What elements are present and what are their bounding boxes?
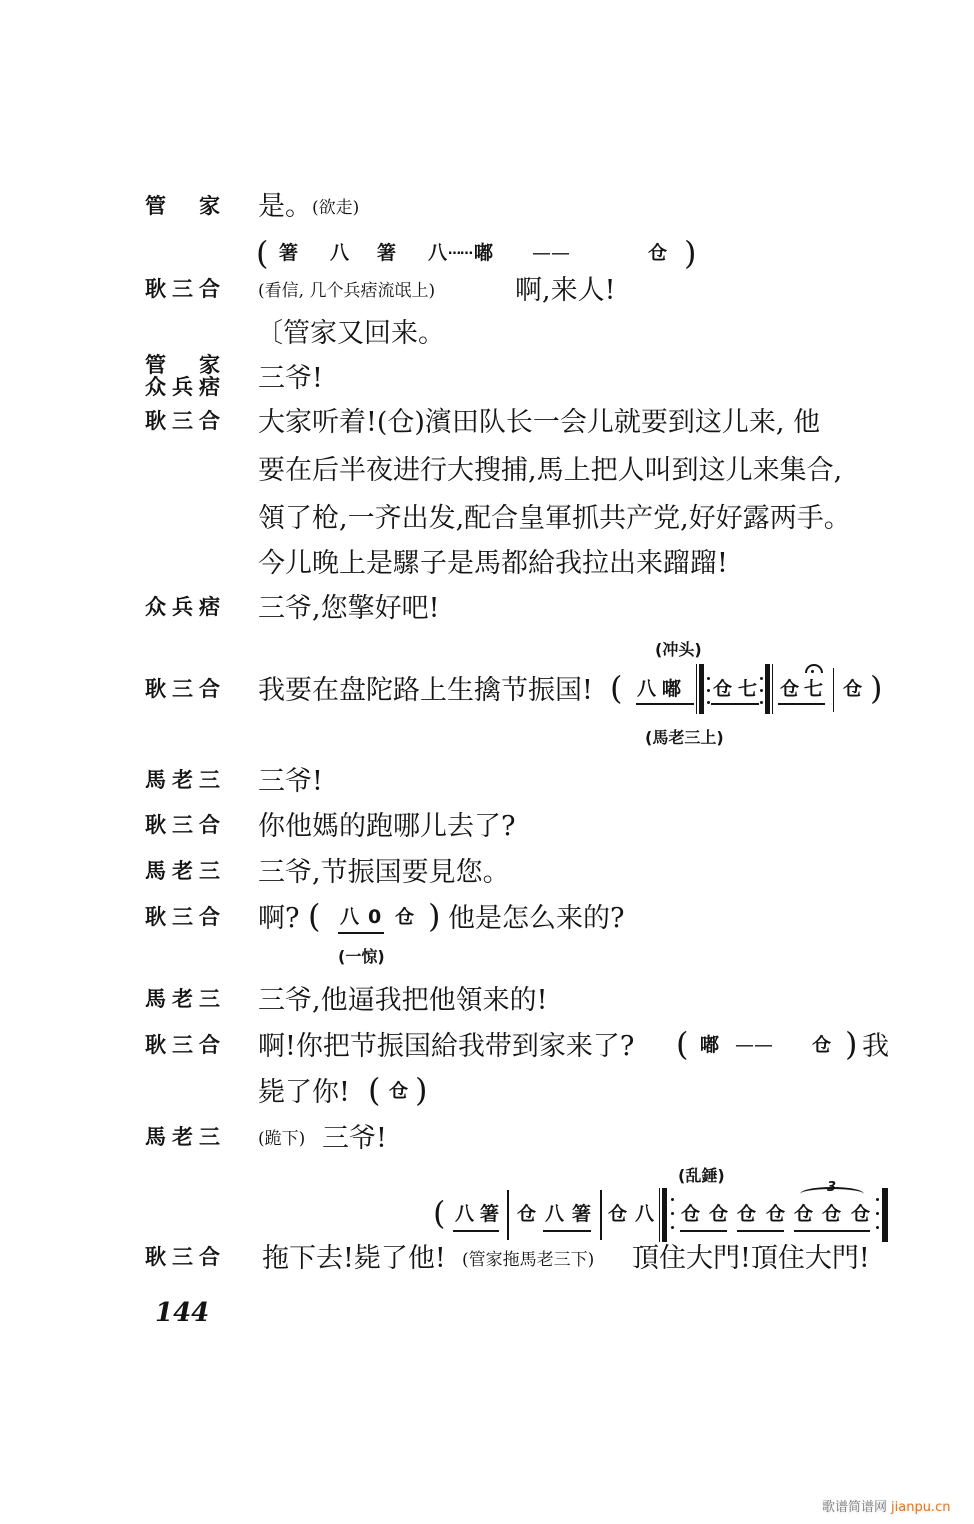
barline: [600, 1190, 602, 1240]
percussion-sustain: ——: [532, 242, 570, 264]
repeat-end-bar: [882, 1188, 888, 1242]
speaker-label: 耿三合: [145, 1245, 226, 1269]
repeat-dot: [671, 1226, 674, 1229]
percussion-note: 仓: [766, 1203, 786, 1225]
speaker-label: 众兵痞: [145, 595, 226, 619]
notation-open-paren: (: [256, 234, 269, 272]
stage-direction: (管家拖馬老三下): [462, 1250, 595, 1270]
beat-underline: [794, 1230, 870, 1232]
percussion-rest: 0: [368, 906, 382, 928]
repeat-dot: [760, 677, 763, 680]
repeat-dot: [707, 677, 710, 680]
percussion-note: 嘟: [662, 678, 682, 700]
percussion-note: 八: [545, 1203, 565, 1225]
repeat-dot: [671, 1198, 674, 1201]
dialogue-text: 領了枪,一齐出发,配合皇軍抓共产党,好好露两手。: [258, 503, 851, 534]
percussion-note: 仓: [812, 1034, 832, 1056]
barline: [833, 668, 834, 712]
watermark-domain: jianpu.cn: [891, 1500, 951, 1515]
notation-open-paren: (: [610, 669, 623, 707]
repeat-dot: [876, 1198, 879, 1201]
percussion-note: 仓: [395, 906, 415, 928]
notation-open-paren: (: [433, 1194, 446, 1232]
repeat-dot: [876, 1212, 879, 1215]
percussion-note: 仓: [822, 1203, 842, 1225]
barline: [772, 664, 773, 714]
percussion-note: 仓: [648, 242, 668, 264]
speaker-label: 馬老三: [145, 859, 226, 883]
beat-underline: [680, 1230, 727, 1232]
notation-close-paren: ): [428, 897, 441, 935]
fermata-dot: [811, 670, 814, 673]
stage-direction: (看信, 几个兵痞流氓上): [258, 281, 436, 301]
dialogue-text: 頂住大門!頂住大門!: [632, 1243, 870, 1274]
percussion-note: 七: [804, 678, 824, 700]
dialogue-text: 是。: [258, 191, 312, 222]
percussion-note: 仓: [780, 678, 800, 700]
percussion-note: 嘟: [700, 1034, 720, 1056]
repeat-dot: [760, 701, 763, 704]
speaker-label: 馬老三: [145, 768, 226, 792]
percussion-note: 仓: [843, 678, 863, 700]
beat-underline: [778, 703, 825, 705]
notation-label: (乱錘): [678, 1166, 725, 1185]
dialogue-text: 毙了你!: [258, 1077, 350, 1108]
dialogue-text: 我: [862, 1031, 889, 1062]
repeat-dot: [707, 689, 710, 692]
dialogue-text: 大家听着!(仓)濱田队长一会儿就要到这儿来, 他: [258, 407, 821, 438]
percussion-sustain: ——: [735, 1034, 773, 1056]
repeat-start-bar: [662, 1188, 667, 1242]
speaker-label: 耿三合: [145, 905, 226, 929]
percussion-note: 仓: [713, 678, 733, 700]
speaker-label: 馬老三: [145, 1125, 226, 1149]
percussion-note: 八: [635, 1203, 655, 1225]
speaker-label: 耿三合: [145, 813, 226, 837]
dialogue-text: 三爷,您擎好吧!: [258, 593, 440, 624]
notation-close-paren: ): [415, 1071, 428, 1109]
dialogue-text: 啊?: [258, 903, 300, 934]
dialogue-text: 我要在盘陀路上生擒节振国!: [258, 675, 593, 706]
dialogue-text: 三爷!: [322, 1123, 387, 1154]
speaker-label: 管 家: [145, 194, 226, 218]
repeat-dot: [707, 701, 710, 704]
notation-label: (馬老三上): [645, 728, 724, 747]
speaker-label: 耿三合: [145, 277, 226, 301]
notation-label: (一惊): [338, 947, 385, 966]
percussion-note: 八: [455, 1203, 475, 1225]
notation-close-paren: ): [870, 669, 883, 707]
percussion-note: 箸: [377, 242, 397, 264]
percussion-note: 箸: [480, 1203, 500, 1225]
beat-underline: [711, 703, 759, 705]
percussion-note: 七: [738, 678, 758, 700]
percussion-note: 仓: [517, 1203, 537, 1225]
page-number: 144: [155, 1298, 210, 1328]
stage-direction: (欲走): [312, 198, 360, 218]
notation-open-paren: (: [368, 1071, 381, 1109]
beat-underline: [543, 1230, 591, 1232]
percussion-note: 八: [340, 906, 360, 928]
speaker-label: 管 家: [145, 353, 226, 377]
stage-note: 〔管家又回来。: [256, 318, 445, 349]
percussion-note: 八: [330, 242, 350, 264]
speaker-label: 馬老三: [145, 987, 226, 1011]
dialogue-text: 你他媽的跑哪儿去了?: [258, 811, 516, 842]
percussion-note: 箸: [572, 1203, 592, 1225]
dialogue-text: 三爷!: [258, 363, 323, 394]
dialogue-text: 拖下去!毙了他!: [262, 1243, 446, 1274]
percussion-note: 仓: [608, 1203, 628, 1225]
percussion-note: 仓: [681, 1203, 701, 1225]
speaker-label: 众兵痞: [145, 375, 226, 399]
dialogue-text: 三爷,他逼我把他領来的!: [258, 985, 548, 1016]
notation-open-paren: (: [676, 1025, 689, 1063]
barline: [696, 664, 697, 714]
watermark: [822, 1500, 950, 1514]
percussion-ellipsis: ……: [448, 243, 472, 258]
percussion-note: 仓: [709, 1203, 729, 1225]
beat-underline: [636, 703, 694, 705]
barline: [507, 1190, 509, 1240]
repeat-dot: [760, 689, 763, 692]
beat-underline: [737, 1230, 784, 1232]
speaker-label: 耿三合: [145, 677, 226, 701]
percussion-note: 箸: [279, 242, 299, 264]
barline: [659, 1188, 660, 1242]
notation-close-paren: ): [845, 1025, 858, 1063]
dialogue-text: 他是怎么来的?: [448, 903, 625, 934]
dialogue-text: 三爷,节振国要見您。: [258, 857, 510, 888]
notation-close-paren: ): [684, 234, 697, 272]
percussion-note: 仓: [389, 1080, 409, 1102]
speaker-label: 耿三合: [145, 1033, 226, 1057]
fermata-icon: [805, 664, 823, 673]
percussion-note: 八: [428, 242, 448, 264]
percussion-note: 八: [637, 678, 657, 700]
tuplet-number: 3: [827, 1180, 837, 1195]
percussion-note: 仓: [737, 1203, 757, 1225]
percussion-note: 仓: [794, 1203, 814, 1225]
notation-label: (冲头): [655, 640, 702, 659]
dialogue-text: 今儿晚上是騾子是馬都給我拉出来蹓蹓!: [258, 548, 728, 579]
repeat-start-bar: [699, 664, 704, 714]
dialogue-text: 啊,来人!: [515, 275, 616, 306]
speaker-label: 耿三合: [145, 409, 226, 433]
repeat-dot: [876, 1226, 879, 1229]
notation-open-paren: (: [308, 897, 321, 935]
dialogue-text: 三爷!: [258, 766, 323, 797]
stage-direction: (跪下): [258, 1129, 306, 1149]
dialogue-text: 啊!你把节振国給我带到家来了?: [258, 1031, 635, 1062]
beat-underline: [453, 1230, 499, 1232]
percussion-note: 嘟: [474, 242, 494, 264]
dialogue-text: 要在后半夜进行大搜捕,馬上把人叫到这儿来集合,: [258, 455, 843, 486]
beat-underline: [338, 932, 384, 934]
repeat-end-bar: [765, 664, 770, 714]
watermark-site-name: 歌谱简谱网: [822, 1500, 888, 1515]
repeat-dot: [671, 1212, 674, 1215]
percussion-note: 仓: [851, 1203, 871, 1225]
